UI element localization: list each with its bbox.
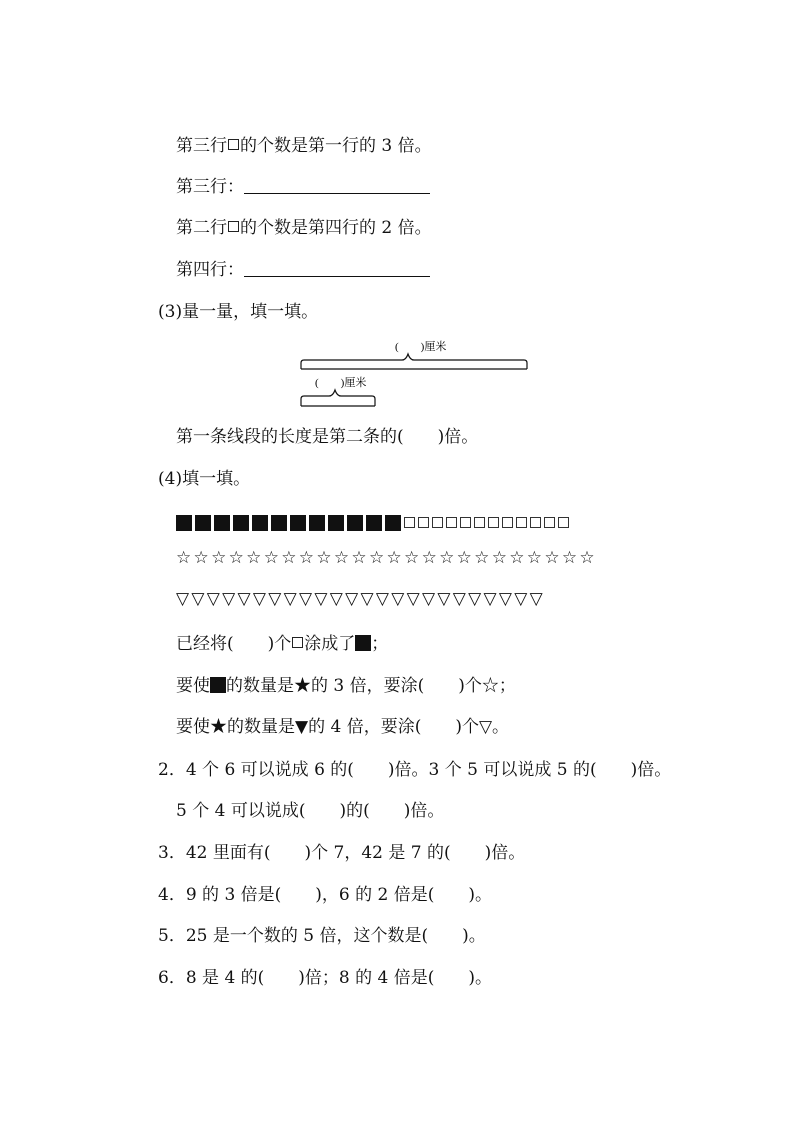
question-4: 4．9 的 3 倍是( )，6 的 2 倍是( )。 bbox=[158, 885, 493, 905]
question-3: 3．42 里面有( )个 7，42 是 7 的( )倍。 bbox=[158, 843, 526, 863]
q4-s1-post: 涂成了 bbox=[304, 634, 356, 654]
filled-square bbox=[385, 515, 401, 531]
question-6: 6．8 是 4 的( )倍；8 的 4 倍是( )。 bbox=[158, 968, 493, 988]
filled-square-icon bbox=[210, 677, 226, 693]
star-row: ☆☆☆☆☆☆☆☆☆☆☆☆☆☆☆☆☆☆☆☆☆☆☆☆ bbox=[176, 548, 597, 568]
text-row2-pre: 第二行 bbox=[176, 218, 227, 238]
text-row3-description bbox=[176, 134, 432, 158]
empty-square bbox=[488, 517, 499, 528]
row4-answer-line bbox=[176, 258, 430, 282]
row3-label: 第三行： bbox=[176, 177, 244, 197]
row4-blank-input[interactable] bbox=[244, 258, 430, 277]
square-row bbox=[176, 512, 572, 532]
empty-square bbox=[446, 517, 457, 528]
empty-square bbox=[474, 517, 485, 528]
q3-question: 第一条线段的长度是第二条的( )倍。 bbox=[176, 427, 479, 447]
square-icon bbox=[228, 221, 239, 232]
row3-answer-line bbox=[176, 175, 430, 199]
row3-blank-input[interactable] bbox=[244, 175, 430, 194]
filled-square bbox=[195, 515, 211, 531]
triangle-row: ▽▽▽▽▽▽▽▽▽▽▽▽▽▽▽▽▽▽▽▽▽▽▽▽ bbox=[176, 589, 545, 609]
q4-s1-pre: 已经将( )个 bbox=[176, 634, 292, 654]
text-row2-post: 的个数是第四行的 2 倍。 bbox=[240, 218, 432, 238]
filled-square bbox=[347, 515, 363, 531]
empty-square bbox=[530, 517, 541, 528]
q4-statement-2 bbox=[176, 674, 516, 698]
empty-square bbox=[404, 517, 415, 528]
text-row3-pre: 第三行 bbox=[176, 136, 227, 156]
q4-statement-1 bbox=[176, 632, 388, 656]
empty-square bbox=[502, 517, 513, 528]
long-segment-label: ( )厘米 bbox=[395, 341, 447, 353]
empty-square bbox=[516, 517, 527, 528]
empty-square bbox=[432, 517, 443, 528]
q4-statement-3: 要使★的数量是▼的 4 倍，要涂( )个▽。 bbox=[176, 717, 510, 737]
filled-square-icon bbox=[355, 635, 371, 651]
empty-square bbox=[558, 517, 569, 528]
empty-square bbox=[460, 517, 471, 528]
q4-s2-post: 的数量是★的 3 倍，要涂( )个☆； bbox=[226, 676, 516, 696]
empty-square bbox=[418, 517, 429, 528]
filled-square bbox=[366, 515, 382, 531]
filled-square bbox=[271, 515, 287, 531]
question-5: 5．25 是一个数的 5 倍，这个数是( )。 bbox=[158, 926, 486, 946]
q4-s2-pre: 要使 bbox=[176, 676, 210, 696]
text-row2-description bbox=[176, 216, 432, 240]
q4-s1-end: ； bbox=[371, 634, 389, 654]
q4-heading: (4)填一填。 bbox=[158, 469, 251, 489]
short-brace bbox=[301, 390, 375, 406]
filled-square bbox=[290, 515, 306, 531]
filled-square bbox=[233, 515, 249, 531]
row4-label: 第四行： bbox=[176, 260, 244, 280]
segment-diagram bbox=[295, 336, 535, 420]
filled-square bbox=[309, 515, 325, 531]
square-icon bbox=[228, 139, 239, 150]
filled-square bbox=[214, 515, 230, 531]
filled-square bbox=[252, 515, 268, 531]
text-row3-post: 的个数是第一行的 3 倍。 bbox=[240, 136, 432, 156]
filled-square bbox=[328, 515, 344, 531]
square-icon bbox=[292, 637, 303, 648]
long-brace bbox=[301, 354, 527, 369]
filled-square bbox=[176, 515, 192, 531]
question-2: 2．4 个 6 可以说成 6 的( )倍。3 个 5 可以说成 5 的( )倍。 bbox=[158, 760, 672, 780]
short-segment-label: ( )厘米 bbox=[315, 377, 367, 389]
question-2-cont: 5 个 4 可以说成( )的( )倍。 bbox=[176, 801, 445, 821]
segment-diagram-svg bbox=[295, 336, 535, 416]
q3-heading: (3)量一量，填一填。 bbox=[158, 302, 319, 322]
empty-square bbox=[544, 517, 555, 528]
